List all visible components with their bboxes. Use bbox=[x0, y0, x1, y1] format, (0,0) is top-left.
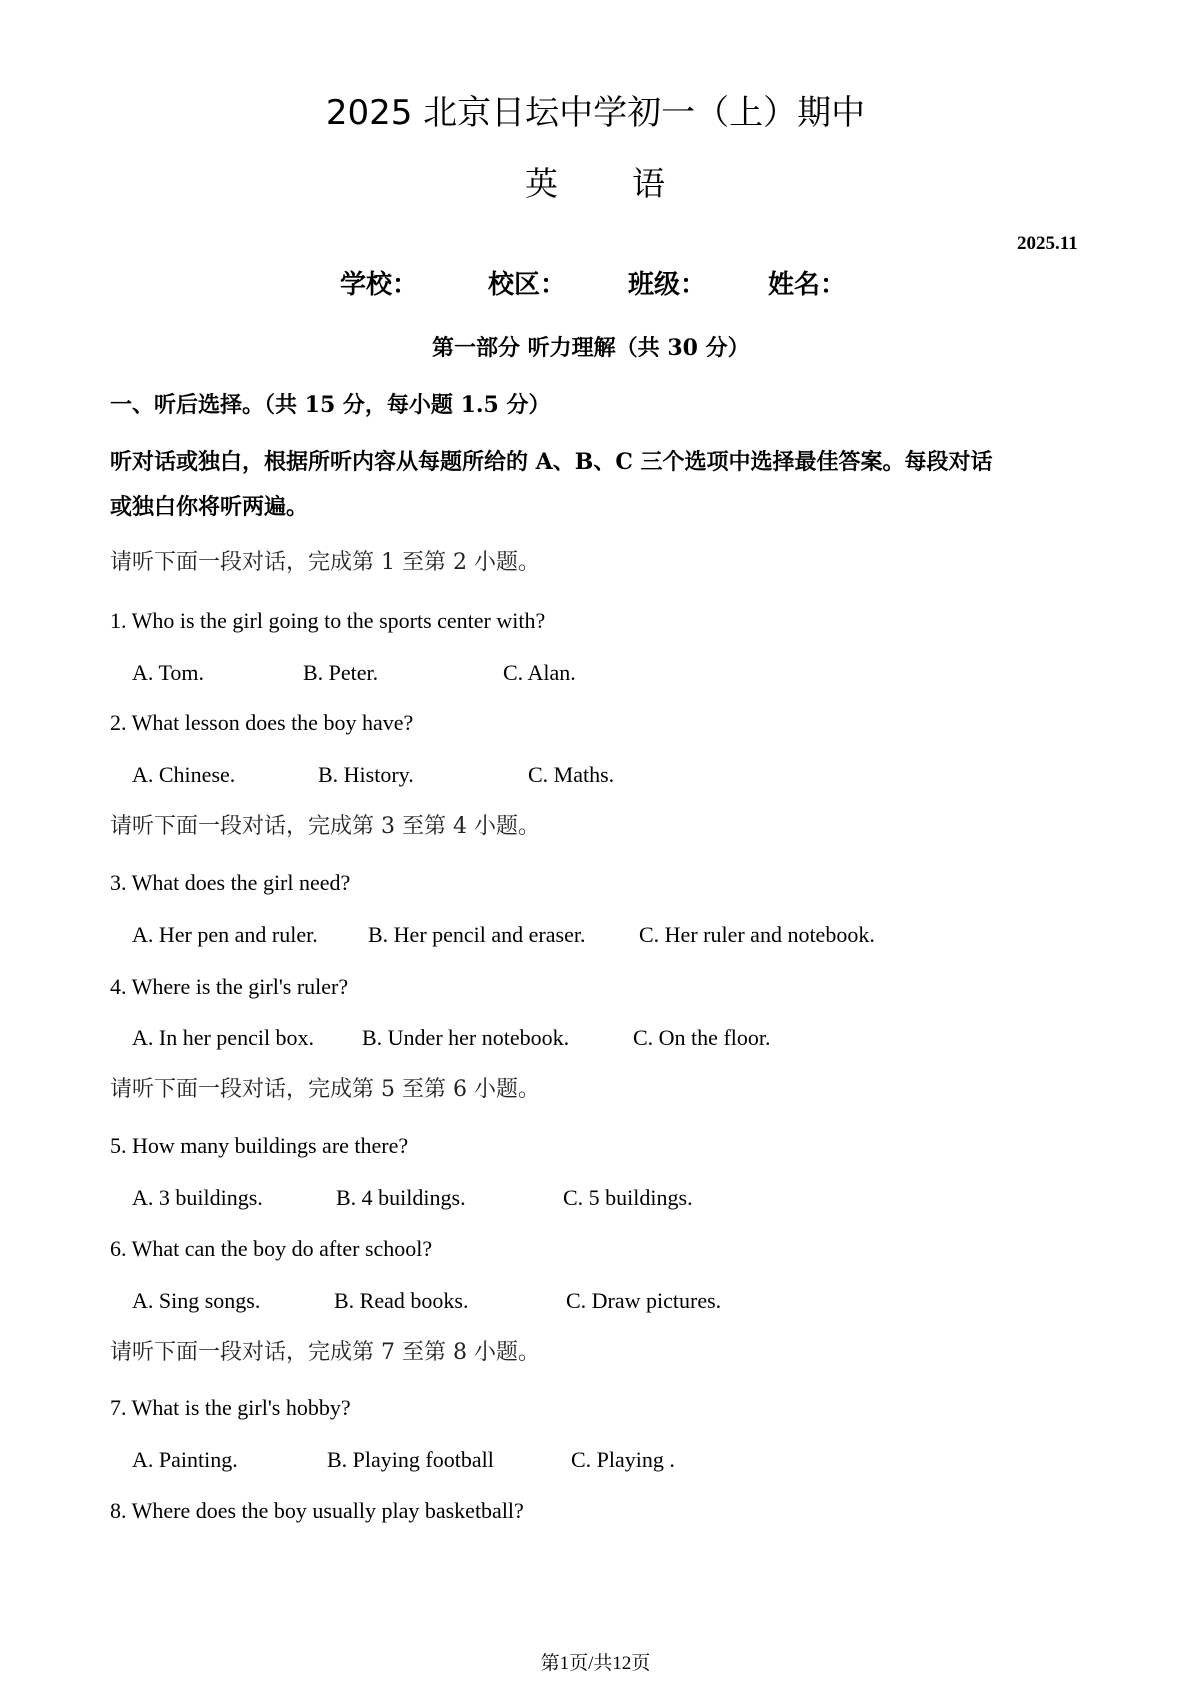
field-name-label: 姓名： bbox=[768, 270, 847, 300]
question-7-option-a: A. Painting. bbox=[132, 1447, 238, 1472]
question-6-option-b: B. Read books. bbox=[334, 1288, 469, 1313]
question-3: 3. What does the girl need? bbox=[110, 870, 351, 895]
question-2-option-c: C. Maths. bbox=[528, 762, 615, 787]
question-6: 6. What can the boy do after school? bbox=[110, 1236, 433, 1261]
exam-title: 2025 北京日坛中学初一（上）期中 bbox=[325, 93, 866, 133]
question-4-option-a: A. In her pencil box. bbox=[132, 1025, 315, 1050]
field-school-label: 学校： bbox=[340, 270, 419, 300]
group-instruction: 请听下面一段对话，完成第 5 至第 6 小题。 bbox=[110, 1077, 540, 1102]
question-7-option-c: C. Playing . bbox=[571, 1447, 675, 1472]
field-class-label: 班级： bbox=[628, 270, 707, 300]
part-title: 第一部分 听力理解（共 30 分） bbox=[432, 335, 750, 361]
question-1-option-a: A. Tom. bbox=[132, 660, 205, 685]
subject-char-left: 英 bbox=[525, 164, 558, 203]
group-instruction: 请听下面一段对话，完成第 3 至第 4 小题。 bbox=[110, 814, 540, 839]
question-5-option-c: C. 5 buildings. bbox=[563, 1185, 693, 1210]
question-5-option-a: A. 3 buildings. bbox=[132, 1185, 263, 1210]
question-4-option-b: B. Under her notebook. bbox=[362, 1025, 570, 1050]
question-2-option-a: A. Chinese. bbox=[132, 762, 236, 787]
question-2-option-b: B. History. bbox=[318, 762, 414, 787]
field-campus-label: 校区： bbox=[488, 270, 567, 300]
question-5-option-b: B. 4 buildings. bbox=[336, 1185, 466, 1210]
question-1-option-c: C. Alan. bbox=[503, 660, 576, 685]
question-3-option-a: A. Her pen and ruler. bbox=[132, 922, 318, 947]
question-6-option-a: A. Sing songs. bbox=[132, 1288, 261, 1313]
question-4-option-c: C. On the floor. bbox=[633, 1025, 771, 1050]
question-3-option-b: B. Her pencil and eraser. bbox=[368, 922, 586, 947]
group-instruction: 请听下面一段对话，完成第 1 至第 2 小题。 bbox=[110, 550, 540, 575]
question-1-option-b: B. Peter. bbox=[303, 660, 379, 685]
question-3-option-c: C. Her ruler and notebook. bbox=[639, 922, 875, 947]
question-2: 2. What lesson does the boy have? bbox=[110, 710, 414, 735]
question-4: 4. Where is the girl's ruler? bbox=[110, 974, 349, 999]
section-title: 一、听后选择。（共 15 分，每小题 1.5 分） bbox=[110, 392, 551, 418]
question-1: 1. Who is the girl going to the sports center with? bbox=[110, 608, 546, 633]
subject-char-right: 语 bbox=[632, 164, 665, 203]
question-5: 5. How many buildings are there? bbox=[110, 1133, 409, 1158]
question-6-option-c: C. Draw pictures. bbox=[566, 1288, 722, 1313]
question-7-option-b: B. Playing football bbox=[327, 1447, 494, 1472]
section-instruction-line1: 听对话或独白，根据所听内容从每题所给的 A、B、C 三个选项中选择最佳答案。每段对话 bbox=[110, 449, 993, 475]
section-instruction-line2: 或独白你将听两遍。 bbox=[110, 494, 309, 520]
page-number: 第1页/共12页 bbox=[540, 1653, 651, 1674]
exam-date: 2025.11 bbox=[1017, 233, 1078, 254]
group-instruction: 请听下面一段对话，完成第 7 至第 8 小题。 bbox=[110, 1340, 540, 1365]
question-7: 7. What is the girl's hobby? bbox=[110, 1395, 351, 1420]
question-8: 8. Where does the boy usually play basketball? bbox=[110, 1498, 524, 1523]
